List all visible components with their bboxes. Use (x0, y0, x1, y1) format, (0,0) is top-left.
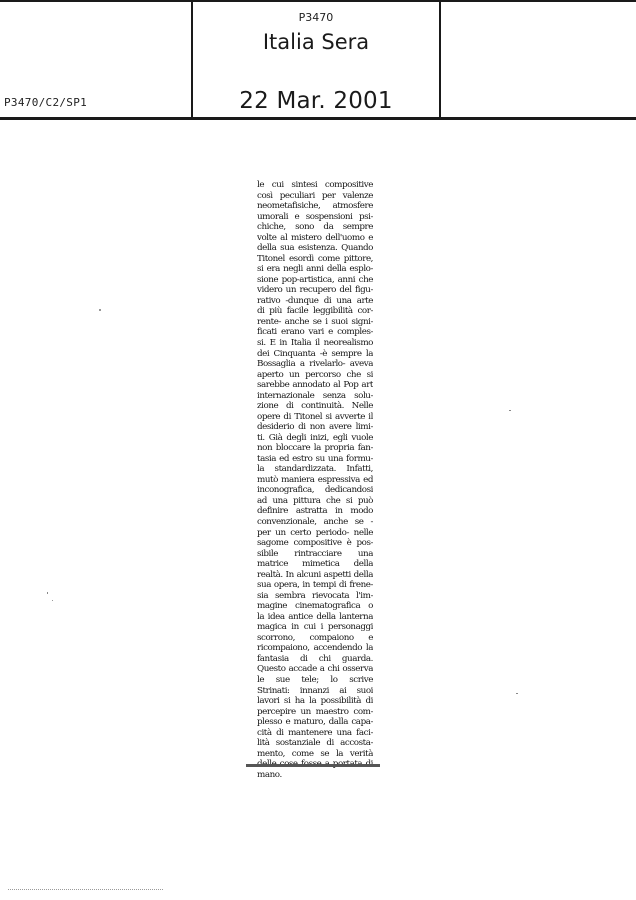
article-line: opere di Titonel si avverte il (257, 411, 373, 422)
article-line: mutò maniera espressiva ed (257, 474, 373, 485)
header-bottom-border (0, 117, 636, 120)
article-line: di più facile leggibilità cor- (257, 306, 373, 317)
article-line: zione di continuità. Nelle (257, 401, 373, 412)
article-line: volte al mistero dell'uomo e (257, 232, 373, 243)
publication-name: Italia Sera (262, 30, 370, 54)
article-line: chiche, sono da sempre (257, 222, 373, 233)
article-line: magica in cui i personaggi (257, 622, 373, 633)
article-line: sione pop-artistica, anni che (257, 274, 373, 285)
article-line: aperto un percorso che si (257, 369, 373, 380)
article-line: cità di mantenere una faci- (257, 727, 373, 738)
article-line: per un certo periodo- nelle (257, 527, 373, 538)
article-end-rule (246, 764, 380, 767)
scan-speck (52, 600, 53, 601)
article-line: sia sembra rievocata l'im- (257, 590, 373, 601)
article-line: ad una pittura che si può (257, 495, 373, 506)
article-line: mento, come se la verità (257, 748, 373, 759)
article-line: così peculiari per valenze (257, 190, 373, 201)
article-line: si. E in Italia il neorealismo (257, 337, 373, 348)
article-line: Titonel esordì come pittore, (257, 253, 373, 264)
article-line: sibile rintracciare una (257, 548, 373, 559)
article-line: convenzionale, anche se - (257, 517, 373, 527)
publication-code: P3470 (298, 11, 334, 24)
article-line: dei Cinquanta -è sempre la (257, 348, 373, 359)
scan-speck (509, 410, 511, 411)
article-line: sagome compositive è pos- (257, 538, 373, 549)
article-line: la idea antice della lanterna (257, 611, 373, 622)
scan-dotted-line (8, 889, 163, 891)
article-line: neometafisiche, atmosfere (257, 201, 373, 212)
article-line: definire astratta in modo (257, 506, 373, 517)
scan-speck (47, 592, 48, 594)
article-line: matrice mimetica della (257, 559, 373, 570)
publication-date: 22 Mar. 2001 (239, 88, 393, 114)
article-line: desiderio di non avere limi- (257, 422, 373, 433)
article-line: non bloccare la propria fan- (257, 443, 373, 454)
article-line: internazionale senza solu- (257, 390, 373, 401)
article-line: lità sostanziale di accosta- (257, 738, 373, 749)
article-line: rente- anche se i suoi signi- (257, 316, 373, 327)
scan-speck (99, 309, 101, 311)
article-line: percepire un maestro com- (257, 706, 373, 717)
article-line: inconografica, dedicandosi (257, 485, 373, 496)
article-line: ficati erano vari e comples- (257, 327, 373, 338)
archive-code: P3470/C2/SP1 (4, 96, 88, 109)
header-top-border (0, 0, 636, 2)
article-line: sua opera, in tempi di frene- (257, 580, 373, 591)
article-line: magine cinematografica o (257, 601, 373, 612)
scan-speck (516, 693, 518, 694)
header-right-divider (439, 0, 441, 119)
article-line: rativo -dunque di una arte (257, 295, 373, 306)
article-line: fantasia di chi guarda. (257, 653, 373, 664)
article-line: lavori si ha la possibilità di (257, 696, 373, 707)
article-line: si era negli anni della esplo- (257, 264, 373, 275)
article-line: le cui sintesi compositive (257, 180, 373, 190)
article-line: scorrono, compaiono e (257, 632, 373, 643)
article-clipping (257, 180, 373, 780)
article-line: realtà. In alcuni aspetti della (257, 569, 373, 580)
article-line: ti. Già degli inizi, egli vuole (257, 432, 373, 443)
article-line: sarebbe annodato al Pop art (257, 380, 373, 391)
article-line: le sue tele; lo scrive (257, 674, 373, 685)
article-line: ricompaiono, accendendo la (257, 643, 373, 654)
article-line: umorali e sospensioni psi- (257, 211, 373, 222)
article-line: della sua esistenza. Quando (257, 243, 373, 254)
article-line: Questo accade a chi osserva (257, 664, 373, 675)
article-line: videro un recupero del figu- (257, 285, 373, 296)
article-line: Bossaglia a rivelarlo- aveva (257, 359, 373, 370)
article-line: plesso e maturo, dalla capa- (257, 717, 373, 728)
article-line: mano. (257, 769, 282, 780)
article-line: Strinati: innanzi ai suoi (257, 685, 373, 696)
article-line: tasia ed estro su una formu- (257, 453, 373, 464)
article-line: la standardizzata. Infatti, (257, 464, 373, 475)
